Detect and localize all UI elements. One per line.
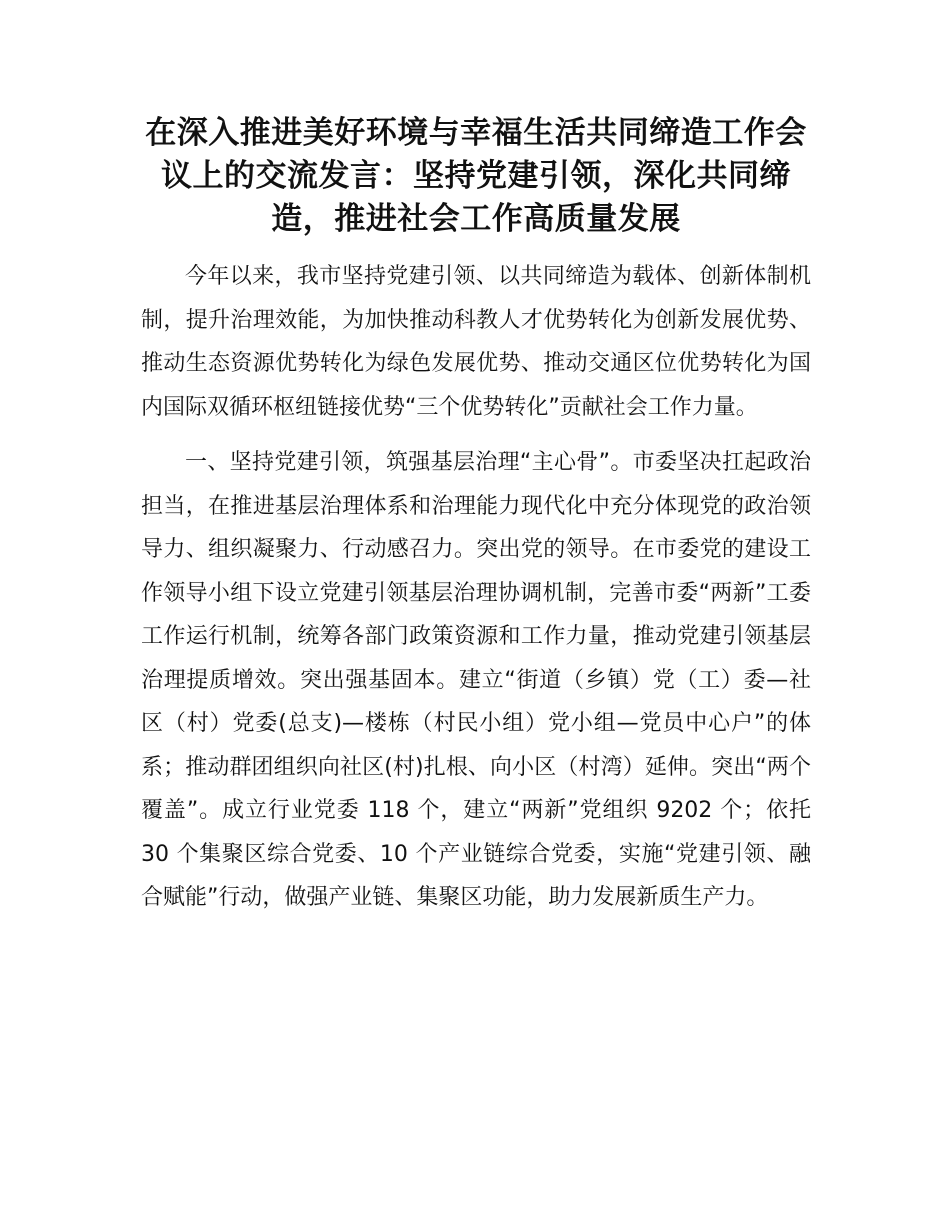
paragraph-section-one: 一、坚持党建引领，筑强基层治理“主心骨”。市委坚决扛起政治担当，在推进基层治理体系和治理能力现代化中充分体现党的政治领导力、组织凝聚力、行动感召力。突出党的领导。在市委党的建设工作领导小组下设立党建引领基层治理协调机制，完善市委“两新”工委工作运行机制，统筹各部门政策资源和工作力量，推动党建引领基层治理提质增效。突出强基固本。建立“街道（乡镇）党（工）委—社区（村）党委(总支)—楼栋（村民小组）党小组—党员中心户”的体系；推动群团组织向社区(村)扎根、向小区（村湾）延伸。突出“两个覆盖”。成立行业党委 118 个，建立“两新”党组织 9202 个；依托 30 个集聚区综合党委、10 个产业链综合党委，实施“党建引领、融合赋能”行动，做强产业链、集聚区功能，助力发展新质生产力。	[141, 450, 811, 910]
document-title: 在深入推进美好环境与幸福生活共同缔造工作会议上的交流发言：坚持党建引领，深化共同缔造，推进社会工作高质量发展	[145, 115, 807, 237]
document-page	[141, 112, 811, 932]
paragraph-intro: 今年以来，我市坚持党建引领、以共同缔造为载体、创新体制机制，提升治理效能，为加快推动科教人才优势转化为创新发展优势、推动生态资源优势转化为绿色发展优势、推动交通区位优势转化为国内国际双循环枢纽链接优势“三个优势转化”贡献社会工作力量。	[141, 264, 811, 420]
